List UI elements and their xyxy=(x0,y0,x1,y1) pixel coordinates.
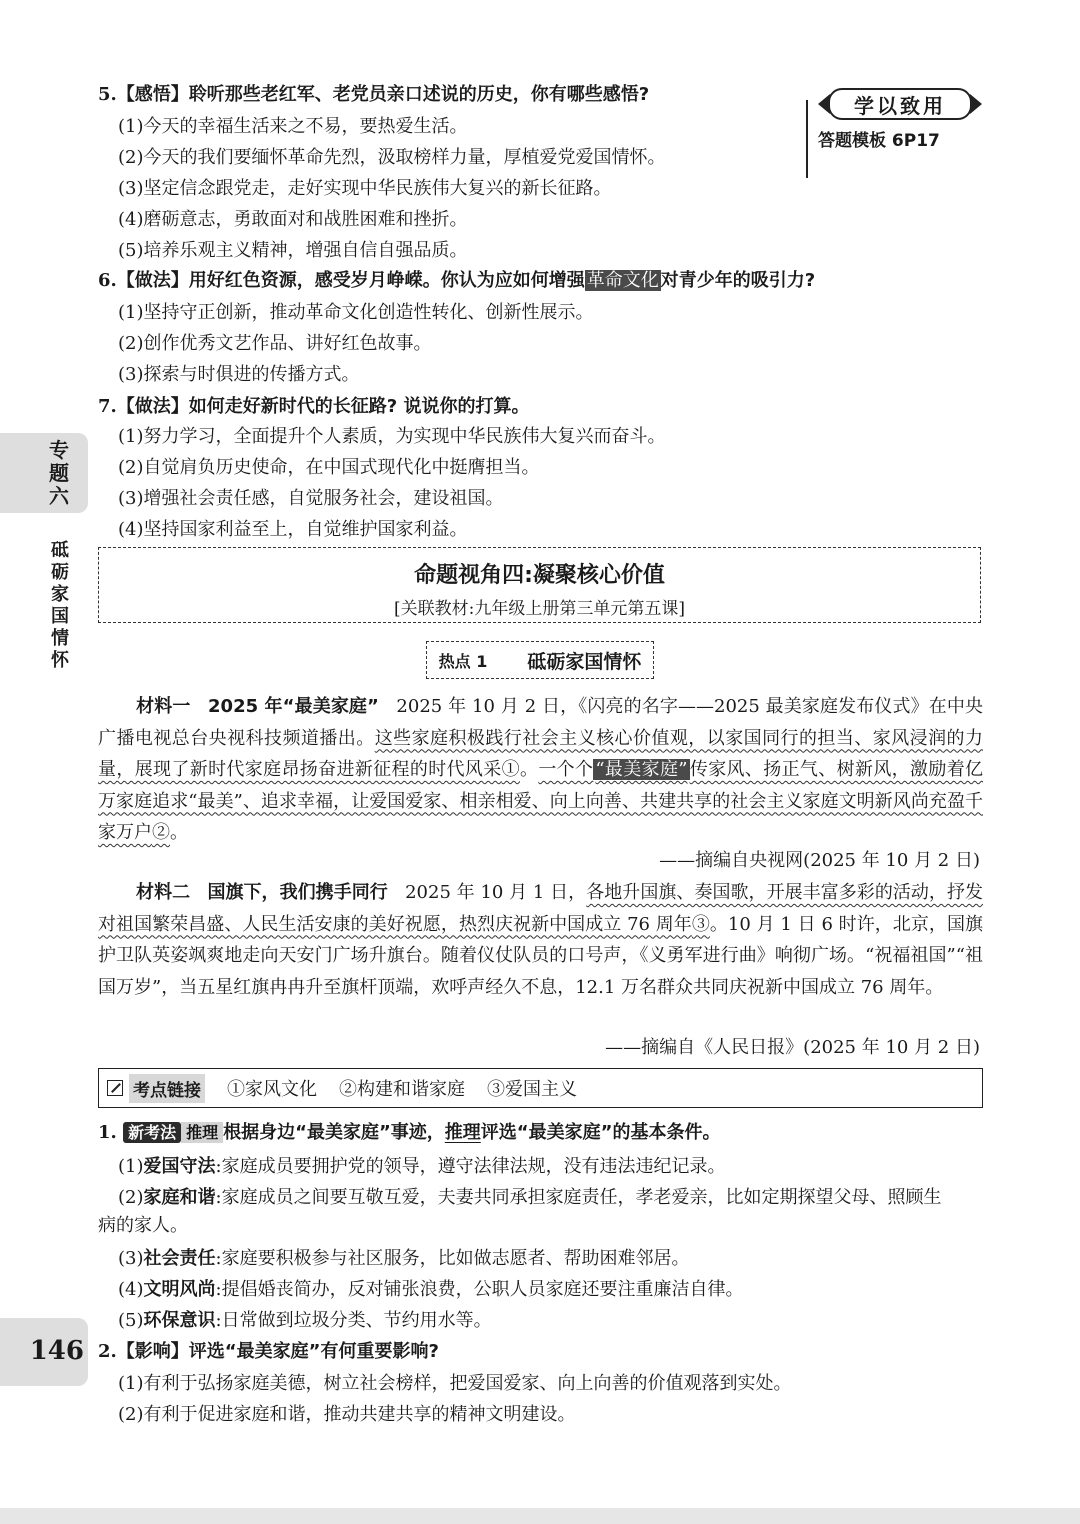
answer-line: (2)今天的我们要缅怀革命先烈，汲取榜样力量，厚植爱党爱国情怀。 xyxy=(118,147,666,168)
question-tag: 【影响】 xyxy=(116,1341,189,1362)
answer-line: (4)文明风尚:提倡婚丧简办，反对铺张浪费，公职人员家庭还要注重廉洁自律。 xyxy=(118,1279,744,1300)
material-label: 材料一 xyxy=(136,696,191,717)
material-headline: 国旗下，我们携手同行 xyxy=(207,882,388,903)
side-topic-char: 专 xyxy=(49,438,69,462)
material-1 xyxy=(98,691,983,849)
side-theme-char: 砥 xyxy=(51,540,69,561)
exam-point-item: ③爱国主义 xyxy=(487,1079,577,1100)
question-text: 聆听那些老红军、老党员亲口述说的历史，你有哪些感悟? xyxy=(188,84,650,105)
material-text: 2025 年 10 月 2 日，《闪亮的名字——2025 最美家庭发布仪式》在中央广播电视总台央视科技频道播出。 xyxy=(98,696,983,749)
side-topic-char: 六 xyxy=(49,484,69,508)
section-subtitle: [关联教材:九年级上册第三单元第五课] xyxy=(394,599,685,619)
material-text: 。 xyxy=(170,822,188,843)
emphasized-term: 推理 xyxy=(444,1122,481,1143)
answer-line: (5)培养乐观主义精神，增强自信自强品质。 xyxy=(118,240,468,261)
answer-line: (3)探索与时俱进的传播方式。 xyxy=(118,364,360,385)
underlined-text: 一个个 xyxy=(538,759,594,780)
material-headline: 2025 年“最美家庭” xyxy=(208,696,379,717)
side-theme-char: 家 xyxy=(51,584,69,605)
question-tag: 【感悟】 xyxy=(116,84,189,105)
section-header-box xyxy=(98,547,981,623)
section-title: 命题视角四:凝聚核心价值 xyxy=(414,563,665,588)
material-text: 2025 年 10 月 1 日， xyxy=(405,882,587,903)
question-text: 评选“最美家庭”有何重要影响? xyxy=(188,1341,439,1362)
hot-topic-title: 砥砺家国情怀 xyxy=(527,650,642,673)
underlined-text: 传家风、扬正气、树新风，激励着亿万家庭追求“最美”、追求幸福，让爱国爱家、相亲相爱、向上向善、共建共享的社会主义家庭文明新风尚充盈千家万户 xyxy=(98,759,984,843)
answer-line: (4)坚持国家利益至上，自觉维护国家利益。 xyxy=(118,519,468,540)
answer-line: (3)坚定信念跟党走，走好实现中华民族伟大复兴的新长征路。 xyxy=(118,178,612,199)
exam-point-item: ②构建和谐家庭 xyxy=(339,1079,465,1100)
answer-line: (2)创作优秀文艺作品、讲好红色故事。 xyxy=(118,333,432,354)
material-text: 。10 月 1 日 6 时许，北京，国旗护卫队英姿飒爽地走向天安门广场升旗台。随着仪仗队员的口号声，《义勇军进行曲》响彻广场。“祝福祖国”“祖国万岁”，当五星红旗冉冉升至旗杆顶端，欢呼声经久不息，12.1 万名群众共同庆祝新中国成立 76 周年。 xyxy=(98,913,983,998)
material-1-source: ——摘编自央视网(2025 年 10 月 2 日) xyxy=(659,850,980,871)
question-number: 6. xyxy=(98,270,117,291)
hot-topic-label: 热点 1 xyxy=(438,651,488,671)
answer-line: (1)今天的幸福生活来之不易，要热爱生活。 xyxy=(118,116,468,137)
question-text: 评选“最美家庭”的基本条件。 xyxy=(480,1122,721,1143)
answer-line: (1)爱国守法:家庭成员要拥护党的领导，遵守法律法规，没有违法违纪记录。 xyxy=(118,1156,726,1177)
answer-question-2 xyxy=(98,1341,439,1363)
template-reference: 答题模板 6P17 xyxy=(818,131,940,151)
answer-line: (1)坚持守正创新，推动革命文化创造性转化、创新性展示。 xyxy=(118,302,594,323)
question-tag: 【做法】 xyxy=(116,270,189,291)
question-number: 2. xyxy=(98,1341,117,1362)
highlighted-term: “最美家庭” xyxy=(595,759,688,780)
answer-line: (1)有利于弘扬家庭美德，树立社会榜样，把爱国爱家、向上向善的价值观落到实处。 xyxy=(118,1373,792,1394)
annotation-mark: ① xyxy=(501,759,520,780)
new-method-tag: 新考法 xyxy=(123,1122,181,1143)
exam-point-item: ①家风文化 xyxy=(227,1079,317,1100)
highlighted-term: 革命文化 xyxy=(586,270,659,291)
answer-line: 病的家人。 xyxy=(98,1215,188,1236)
question-number: 1. xyxy=(98,1122,117,1143)
material-2-source: ——摘编自《人民日报》(2025 年 10 月 2 日) xyxy=(605,1037,980,1058)
corner-badge xyxy=(806,82,986,178)
answer-question-1 xyxy=(98,1122,720,1144)
underlined-text: 这些家庭积极践行社会主义核心价值观，以家国同行的担当、家风浸润的力量，展现了新时代家庭昂扬奋进新征程的时代风采 xyxy=(98,727,983,780)
question-text: 用好红色资源，感受岁月峥嵘。你认为应如何增强 xyxy=(188,270,585,291)
underlined-text: 各地升国旗、奏国歌，开展丰富多彩的活动，抒发对祖国繁荣昌盛、人民生活安康的美好祝愿，热烈庆祝新中国成立 76 周年 xyxy=(98,882,984,935)
answer-line: (2)家庭和谐:家庭成员之间要互敬互爱，夫妻共同承担家庭责任，孝老爱亲，比如定期探望父母、照顾生 xyxy=(118,1187,942,1208)
side-theme-char: 情 xyxy=(51,628,69,649)
question-text: 根据身边“最美家庭”事迹， xyxy=(223,1122,445,1143)
corner-divider xyxy=(806,100,808,178)
bottom-edge-band xyxy=(0,1508,1080,1524)
side-theme-char: 国 xyxy=(51,606,69,627)
question-5 xyxy=(98,84,649,106)
exam-point-box xyxy=(98,1068,983,1108)
side-topic-tab xyxy=(0,433,88,513)
answer-line: (1)努力学习，全面提升个人素质，为实现中华民族伟大复兴而奋斗。 xyxy=(118,426,666,447)
question-text: 如何走好新时代的长征路? 说说你的打算。 xyxy=(188,396,530,417)
pencil-icon xyxy=(107,1080,123,1096)
answer-line: (2)有利于促进家庭和谐，推动共建共享的精神文明建设。 xyxy=(118,1404,576,1425)
question-number: 5. xyxy=(98,84,117,105)
side-theme-char: 砺 xyxy=(51,562,69,583)
question-number: 7. xyxy=(98,396,117,417)
reasoning-tag: 推理 xyxy=(181,1122,223,1143)
question-6 xyxy=(98,270,815,292)
corner-title: 学以致用 xyxy=(854,93,946,118)
page-number-tab xyxy=(0,1318,88,1386)
exam-point-label: 考点链接 xyxy=(129,1074,205,1103)
material-text: 。 xyxy=(519,759,539,780)
question-7 xyxy=(98,396,530,418)
side-theme-label xyxy=(48,540,72,672)
answer-line: (3)增强社会责任感，自觉服务社会，建设祖国。 xyxy=(118,488,504,509)
answer-line: (5)环保意识:日常做到垃圾分类、节约用水等。 xyxy=(118,1310,492,1331)
page-number: 146 xyxy=(29,1336,84,1366)
hot-topic-box xyxy=(426,641,654,679)
corner-right-arrow xyxy=(970,94,982,114)
answer-line: (3)社会责任:家庭要积极参与社区服务，比如做志愿者、帮助困难邻居。 xyxy=(118,1248,690,1269)
side-topic-char: 题 xyxy=(49,461,69,485)
answer-line: (4)磨砺意志，勇敢面对和战胜困难和挫折。 xyxy=(118,209,468,230)
corner-left-arrow xyxy=(818,94,830,114)
corner-title-box xyxy=(828,88,972,120)
annotation-mark: ② xyxy=(152,822,170,843)
annotation-mark: ③ xyxy=(691,913,710,935)
answer-line: (2)自觉肩负历史使命，在中国式现代化中挺膺担当。 xyxy=(118,457,540,478)
material-2 xyxy=(98,877,983,1003)
material-label: 材料二 xyxy=(136,882,191,903)
question-text: 对青少年的吸引力? xyxy=(660,270,816,291)
side-theme-char: 怀 xyxy=(51,650,69,671)
question-tag: 【做法】 xyxy=(116,396,189,417)
